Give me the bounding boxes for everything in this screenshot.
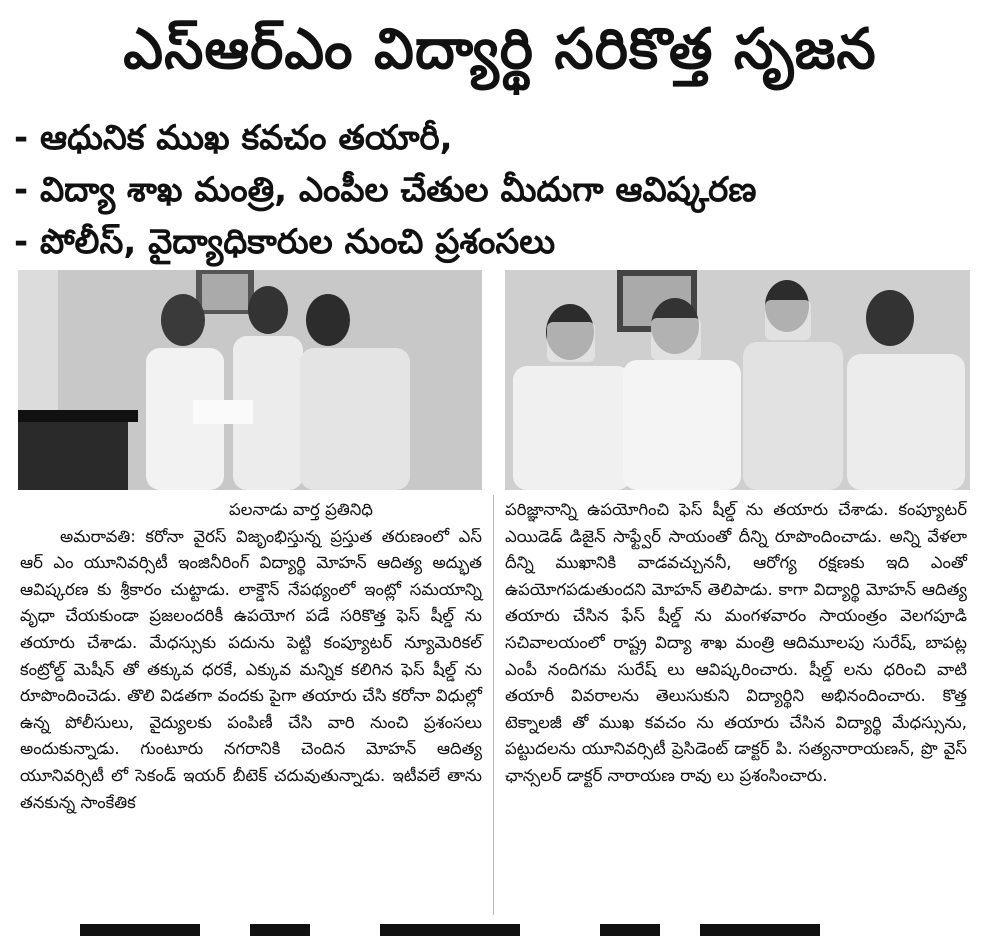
- subhead-3: - పోలీస్, వైద్యాధికారుల నుంచి ప్రశంసలు: [14, 222, 556, 262]
- photo-face-shields-group: [505, 270, 970, 490]
- article-column-right: [505, 497, 967, 790]
- photo-office-handover: [18, 270, 482, 490]
- headline: ఎస్‌ఆర్‌ఎం విద్యార్థి సరికొత్త సృజన: [123, 16, 877, 82]
- byline: పలనాడు వార్త ప్రతినిధి: [229, 500, 373, 519]
- photo-right: [505, 270, 970, 490]
- subhead-1: - ఆధునిక ముఖ కవచం తయారీ,: [14, 118, 453, 158]
- article-text-left: అమరావతి: కరోనా వైరస్ విజృంభిస్తున్న ప్రస్తుత తరుణంలో ఎస్ ఆర్ ఎం యూనివర్సిటీ ఇంజినీరింగ్ విద్యార్థి మోహన్ ఆదిత్య అద్భుత ఆవిష్కరణ కు శ్రీకారం చుట్టాడు. లాక్డౌన్ నేపథ్యంలో ఇంట్లో సమయాన్ని వృధా చేయకుండా ప్రజలందరికీ ఉపయోగ పడే సరికొత్త ఫెస్ షీల్డ్ ను తయారు చేశాడు. మేధస్సుకు పదును పెట్టి కంప్యూటర్ న్యూమెరికల్ కంట్రోల్డ్ మెషీన్ తో తక్కువ ధరకే, ఎక్కువ మన్నిక కలిగిన ఫెస్ షీల్డ్ ను రూపొందించెడు. తొలి విడతగా వందకు పైగా తయారు చేసి కరోనా విధుల్లో ఉన్న పోలీసులు, వైద్యులకు పంపిణీ చేసి వారి నుంచి ప్రశంసలు అందుకున్నాడు. గుంటూరు నగరానికి చెందిన మోహన్ ఆదిత్య యూనివర్సిటీ లో సెకండ్ ఇయర్ బీటెక్ చదువుతున్నాడు. ఇటీవలే తాను తనకున్న సాంకేతిక: [20, 526, 482, 812]
- next-headline-cutoff: [0, 918, 1000, 936]
- subhead-2: - విద్యా శాఖ మంత్రి, ఎంపీల చేతుల మీదుగా ఆవిష్కరణ: [14, 170, 757, 210]
- photo-left: [18, 270, 482, 490]
- subheads: [14, 112, 994, 268]
- article-text-right: పరిజ్ఞానాన్ని ఉపయోగించి ఫెస్ షీల్డ్ ను తయారు చేశాడు. కంప్యూటర్ ఎయిడెడ్ డిజైన్ సాఫ్ట్వేర్ సాయంతో దీన్ని రూపొందించాడు. అన్ని వేళలా దీన్ని ముఖానికి వాడవచ్చుననీ, ఆరోగ్య రక్షణకు ఇది ఎంతో ఉపయోగపడుతుందని మోహన్ తెలిపాడు. కాగా విద్యార్థి మోహన్ ఆదిత్య తయారు చేసిన ఫేస్ షీల్డ్ ను మంగళవారం సాయంత్రం వెలగపూడి సచివాలయంలో రాష్ట్ర విద్యా శాఖ మంత్రి ఆదిమూలపు సురేష్, బాపట్ల ఎంపీ నందిగమ సురేష్ లు ఆవిష్కరించారు. షీల్డ్ లను ధరించి వాటి తయారీ వివరాలను తెలుసుకుని విద్యార్థిని అభినందించారు. కొత్త టెక్నాలజీ తో ముఖ కవచం ను తయారు చేసిన విద్యార్థి మేధస్సును, పట్టుదలను యూనివర్సిటీ ప్రెసిడెంట్ డాక్టర్ పి. సత్యనారాయణన్, ప్రొ వైస్ ఛాన్సలర్ డాక్టర్ నారాయణ రావు లు ప్రశంసించారు.: [505, 500, 967, 785]
- article-column-left: [20, 497, 482, 816]
- column-divider: [493, 495, 494, 915]
